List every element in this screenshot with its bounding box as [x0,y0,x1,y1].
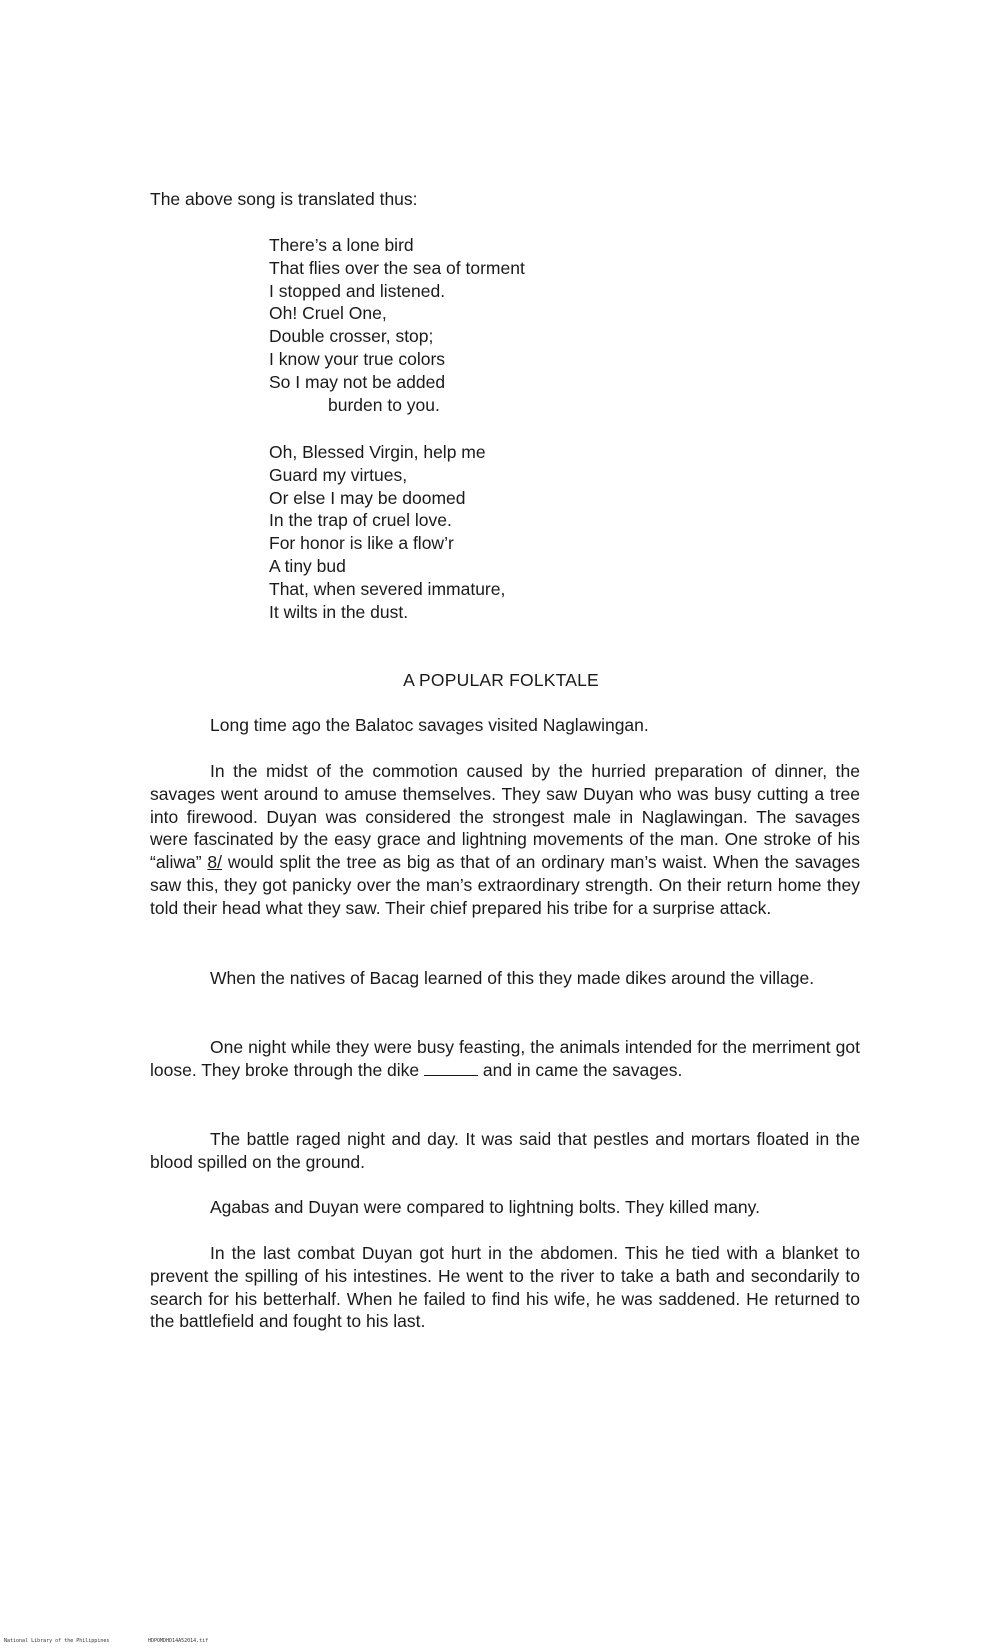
paragraph-3: When the natives of Bacag learned of this they made dikes around the village. [210,968,815,988]
paragraph-4-text-a: One night while they were busy feasting, the animals intended for the merriment got loose. They broke through the dike [150,1037,860,1080]
poem-line: It wilts in the dust. [269,601,409,622]
poem-line: Oh, Blessed Virgin, help me [269,442,486,462]
paragraph-7: In the last combat Duyan got hurt in the abdomen. This he tied with a blanket to prevent the spilling of his intestines. He went to the river to take a bath and secondarily to search for his betterhalf. When he failed to find his wife, he was saddened. He returned to the battlefield and fought to his last. [150,1243,860,1332]
footer-library-name: National Library of the Philippines [4,1638,110,1644]
footer-file-name: HDPOMDHD14A52014.tif [148,1638,209,1644]
poem-line: In the trap of cruel love. [269,510,452,531]
paragraph-2 [150,760,860,920]
poem-line: That flies over the sea of torment [269,257,525,278]
poem-line: Double crosser, stop; [269,326,434,347]
poem-line: Or else I may be doomed [269,487,466,508]
poem-line: For honor is like a flow’r [269,533,454,554]
poem-line: So I may not be added [269,371,446,392]
section-heading: A POPULAR FOLKTALE [403,670,599,690]
paragraph-2-text-a: In the midst of the commotion caused by the hurried preparation of dinner, the savages went around to amuse themselves. They saw Duyan who was busy cutting a tree into firewood. Duyan was considered the strongest male in Naglawingan. The savages were fascinated by the easy grace and lightning movements of the man. One stroke of his “aliwa” [150,761,860,873]
paragraph-4-text-b: and in came the savages. [478,1059,683,1080]
poem-line: Oh! Cruel One, [269,303,387,324]
paragraph-4 [150,1036,860,1082]
intro-line: The above song is translated thus: [150,189,418,209]
blank-line [424,1063,478,1076]
poem-line: I stopped and listened. [269,280,446,301]
poem-stanza-1 [269,234,525,416]
poem-line: Guard my virtues, [269,464,408,485]
poem-line: There’s a lone bird [269,235,414,255]
poem-line: A tiny bud [269,555,346,576]
paragraph-5: The battle raged night and day. It was said that pestles and mortars floated in the blood spilled on the ground. [150,1129,860,1172]
poem-stanza-2 [269,441,505,623]
poem-line: That, when severed immature, [269,578,506,599]
poem-line: I know your true colors [269,348,446,369]
paragraph-1: Long time ago the Balatoc savages visited Naglawingan. [210,715,649,735]
poem-line: burden to you. [328,394,440,415]
paragraph-2-text-b: would split the tree as big as that of an ordinary man’s waist. When the savages saw this, they got panicky over the man’s extraordinary strength. On their return home they told their head what they saw. Their chief prepared his tribe for a surprise attack. [150,852,860,918]
footnote-marker: 8/ [207,852,222,873]
paragraph-6: Agabas and Duyan were compared to lightning bolts. They killed many. [210,1197,760,1217]
